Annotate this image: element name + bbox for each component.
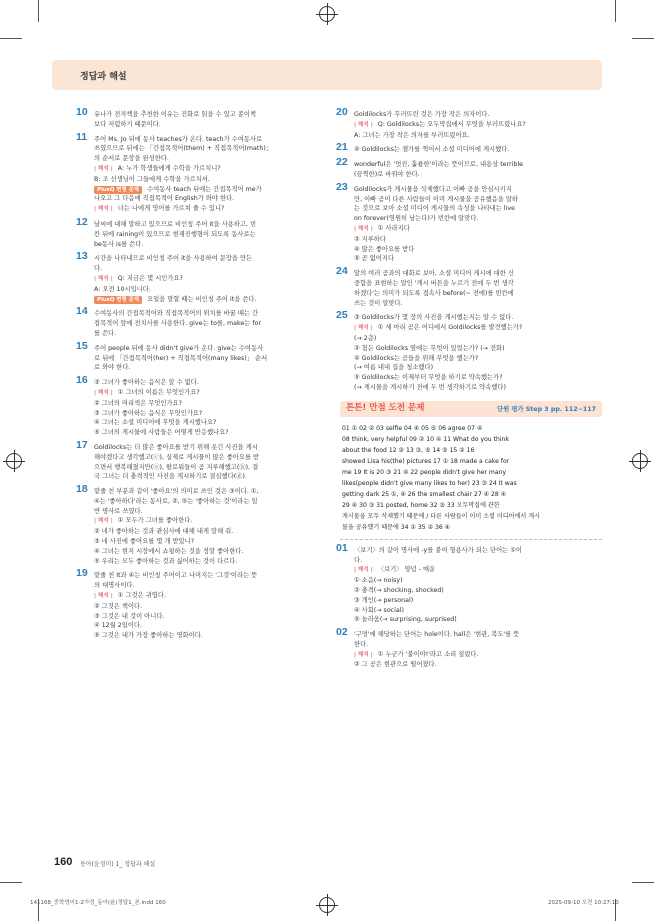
explanation-line: 반 명사로 쓰였다. <box>94 507 143 515</box>
explanation-line: 만, 이빠 곰이 다른 사람들이 이미 게시물을 공유했음을 말하 <box>354 195 519 203</box>
explanation-line: PlusQ 변형 문제 요일을 말할 때는 비인칭 주어 it을 쓴다. <box>94 295 330 305</box>
question-item <box>336 265 602 308</box>
explanation-line: ⑤ 놀라움(→ surprising, surprised) <box>354 616 457 624</box>
right-column <box>336 106 602 675</box>
slug-right: 2025-09-10 오전 10:27:10 <box>548 900 619 906</box>
explanation-line: ② 그 공은 현관으로 떨어졌다. <box>354 661 437 669</box>
explanation-line: 〈보기〉의 같이 명사에 -y를 붙여 형용사가 되는 단어는 ①이 <box>354 546 522 554</box>
translation-tag: | 해석 | <box>94 518 113 525</box>
translation-tag: | 해석 | <box>94 165 113 172</box>
crop-mark <box>0 38 22 39</box>
question-item <box>336 309 602 392</box>
explanation-line: 접목적어 앞에 전치사를 사용한다. give는 to를, make는 for <box>94 320 262 328</box>
explanation-line: ③ 네 사진에 좋아요를 몇 개 받았니? <box>94 538 195 546</box>
translation-tag: | 해석 | <box>354 225 373 232</box>
explanation-line: 주어 Ms. Jo 뒤에 동사 teaches가 온다. teach가 수여동사로 <box>94 135 263 143</box>
answer-line: 29 ④ 30 ③ 31 posted, home 32 ③ 33 오두막집에 관한 <box>342 501 500 509</box>
registration-mark-top <box>319 6 335 22</box>
explanation-line: ④ 많은 좋아요를 받다 <box>354 245 415 253</box>
explanation-line: 다. <box>94 265 103 273</box>
explanation-line: 맡줄 친 It과 ④는 비인칭 주어이고 나머지는 '그것'이라는 뜻 <box>94 572 258 580</box>
explanation-line: 중함을 표현하는 말인 '게시 버튼을 누르기 전에 두 번 생각 <box>354 279 514 287</box>
explanation-line: 의 순서로 문장을 완성한다. <box>94 155 169 163</box>
explanation-line: 로 와야 한다. <box>94 364 131 372</box>
explanation-line: 를 쓴다. <box>94 329 117 337</box>
explanation-line: 해야겠다고 생각했고(ⓒ), 실제로 게시물이 많은 좋아요를 받 <box>94 453 260 461</box>
page-number: 160 <box>54 856 73 868</box>
question-number: 16 <box>76 374 88 387</box>
explanation-line: ⑤ 곧 없어지다 <box>354 255 395 263</box>
section-pages: 단원 평가 Step 3 pp. 112~117 <box>497 405 596 413</box>
question-number: 21 <box>336 141 348 154</box>
explanation-line: | 해석 | 〈보기〉 양념 - 매운 <box>354 566 436 574</box>
question-number: 24 <box>336 265 348 278</box>
page-title: 정답과 해설 <box>80 72 127 82</box>
question-item <box>76 305 330 338</box>
explanation-line: 국 그녀는 더 충격적인 사진을 게시하기로 결심했다(ⓓ). <box>94 473 247 481</box>
question-item <box>76 483 330 566</box>
explanation-line: ② 그녀의 머리색은 무엇인가요? <box>94 399 182 407</box>
crop-mark <box>0 882 22 883</box>
question-number: 19 <box>76 567 88 580</box>
explanation-line: | 해석 | ① 그녀의 이름은 무엇인가요? <box>94 388 200 396</box>
translation-tag: | 해석 | <box>94 593 113 600</box>
explanation-line: Goldilocks가 무러뜨린 것은 가장 작은 의자이다. <box>354 111 490 118</box>
explanation-line: ④ Goldilocks는 곰들을 위해 무엇을 했는가? <box>354 354 479 362</box>
explanation-line: ④ 사회(→ social) <box>354 606 404 614</box>
explanation-line: Goldilocks는 더 많은 좋아요를 받기 위해 옷긴 사진을 게시 <box>94 443 258 451</box>
explanation-line: 로 뒤에 「간접목적어(her) + 직접목적어(many likes)」 순서 <box>94 354 268 362</box>
explanation-line: (끔찍한)로 바꿔야 한다. <box>354 170 420 178</box>
question-number: 10 <box>76 106 88 118</box>
question-item <box>336 180 602 264</box>
question-number: 22 <box>336 156 348 169</box>
translation-tag: | 해석 | <box>94 206 113 213</box>
translation-tag: | 해석 | <box>94 389 113 396</box>
explanation-line: | 해석 | A: 누가 학생들에게 수학을 가르치니? <box>94 164 221 172</box>
answer-line: getting dark 25 ①, ④ 26 the smallest chair 27 ④ 28 ④ <box>342 490 507 498</box>
explanation-line: ② 네가 좋아하는 것과 관심사에 대해 내게 말해 줘. <box>94 528 234 536</box>
question-number: 01 <box>336 541 348 554</box>
explanation-line: (→ 게시물을 게시하기 전에 두 번 생각하기로 약속했다) <box>354 383 506 391</box>
crop-mark <box>632 882 654 883</box>
section-banner <box>340 401 602 417</box>
explanation-line: ④는 '좋아하다'라는 동사로, ②, ⑤는 '좋아하는 것'이라는 일 <box>94 497 258 505</box>
explanation-line: '구멍'에 해당하는 단어는 hole이다. hall은 '현관, 복도'를 뜻 <box>354 631 520 639</box>
explanation-line: 칸 뒤에 raining이 있으므로 현재진행형이 되도록 동사로는 <box>94 230 256 238</box>
section-title: 튼튼! 만점 도전 문제 <box>346 402 425 413</box>
answer-line: about the food 12 ② 13 ③, ⑤ 14 ⑤ 15 ② 16 <box>342 446 475 454</box>
question-number: 14 <box>76 305 88 318</box>
explanation-line: B: 조 선생님이 그들에게 수학을 가르치셔. <box>94 175 210 183</box>
explanation-line: 나오고 그 다음에 직접목적어 English가 와야 한다. <box>94 195 235 203</box>
explanation-line: | 해석 | Q: 지금은 몇 시인가요? <box>94 274 183 282</box>
answer-line: 게시물을 모두 삭제했기 때문에 / 다른 사람들이 이미 소셜 미디어에서 게시 <box>342 512 541 520</box>
explanation-line: A: 오전 10시입니다. <box>94 285 151 293</box>
explanation-line: 쓰는 것이 알맞다. <box>354 299 403 307</box>
explanation-line: A: 그녀는 가장 작은 의자를 부러뜨렸어요. <box>354 131 470 139</box>
registration-mark-right <box>632 453 648 469</box>
explanation-line: 으면서 행복해졌지만(ⓐ), 팔로워들이 곰 지루해했고(ⓑ), 결 <box>94 463 259 471</box>
explanation-line: 시간을 나타내므로 비인칭 주어 it을 사용하여 문장을 만든 <box>94 255 253 263</box>
explanation-line: ③ 그녀가 좋아하는 음식은 무엇인가요? <box>94 409 203 417</box>
crop-mark <box>615 0 616 22</box>
explanation-line: ⑤ 우리는 모두 좋아하는 것과 싫어하는 것이 다르다. <box>94 557 238 565</box>
explanation-line: ③ 그것은 내 것이 아니다. <box>94 612 165 620</box>
explanation-line: | 해석 | ① 누군가 '불이야!'라고 소리 질렀다. <box>354 650 479 658</box>
question-item <box>336 141 602 155</box>
explanation-line: ④ 12월 2일이다. <box>94 622 142 630</box>
answer-key <box>340 423 602 533</box>
plusq-badge: PlusQ 변형 문제 <box>94 296 142 304</box>
question-number: 17 <box>76 438 88 451</box>
question-item <box>76 339 330 373</box>
answer-line: me 19 It is 20 ③ 21 ④ 22 people didn't give her many <box>342 468 507 476</box>
explanation-line: ④ 그녀는 현지 시장에서 쇼핑하는 것을 정말 좋아한다. <box>94 547 244 555</box>
translation-tag: | 해석 | <box>354 121 373 128</box>
explanation-line: 주어 people 뒤에 동사 didn't give가 온다. give는 수여동사 <box>94 344 264 352</box>
question-item <box>76 130 330 215</box>
crop-mark <box>38 0 39 22</box>
answer-line: showed Lisa his(the) pictures 17 ① 18 made a cake for <box>342 457 510 465</box>
question-number: 25 <box>336 309 348 322</box>
translation-tag: | 해석 | <box>94 275 113 282</box>
question-item <box>336 156 602 180</box>
translation-tag: | 해석 | <box>354 325 373 332</box>
question-number: 23 <box>336 180 348 193</box>
explanation-line: 앞의 여러 곰과의 대화로 보아, 소셜 미디어 게시에 대한 신 <box>354 270 514 278</box>
explanation-line: ③ Goldilocks가 몇 장의 사진을 게시했는지는 알 수 없다. <box>354 314 514 322</box>
answer-line: 물을 공유했기 때문에 34 ① 35 ② 36 ④ <box>342 523 451 531</box>
explanation-line: (→ 2층) <box>354 334 377 342</box>
explanation-line: 는 것으로 보아 소셜 미디어 게시물의 속성을 나타내는 live <box>354 205 515 213</box>
question-item <box>336 541 602 625</box>
registration-mark-bottom <box>319 897 335 913</box>
crop-mark <box>632 38 654 39</box>
explanation-line: | 해석 | ① 세 마리 곰은 어디에서 Goldilocks를 발견했는가? <box>354 324 523 332</box>
question-item <box>76 215 330 249</box>
explanation-line: ② 그것은 책이다. <box>94 602 143 610</box>
explanation-line: | 해석 | ① 모두가 그녀를 좋아한다. <box>94 517 193 525</box>
explanation-line: 다. <box>354 556 363 564</box>
explanation-line: | 해석 | Q: Goldilocks는 오두막집에서 무엇을 부러뜨렸나요? <box>354 120 526 128</box>
question-item <box>76 106 330 130</box>
explanation-line: 한다. <box>354 640 369 648</box>
slug-left: 141168_중학영어1-2가정_동아(윤)정답1_본.indd 160 <box>30 900 166 906</box>
explanation-line: 날씨에 대해 말하고 있으므로 비인칭 주어 it을 사용하고, 빈 <box>94 220 257 228</box>
registration-mark-left <box>6 453 22 469</box>
explanation-line: ③ 그녀가 좋아하는 음식은 알 수 없다. <box>94 379 199 387</box>
question-number: 11 <box>76 130 88 143</box>
divider <box>340 539 602 540</box>
explanation-line: PlusQ 변형 문제 수여동사 teach 뒤에는 간접목적어 me가 <box>94 185 330 195</box>
explanation-line: wonderful은 '멋진, 훌륭한'이라는 뜻이므로, 내용상 terrible <box>354 161 523 169</box>
question-number: 02 <box>336 626 348 639</box>
question-number: 12 <box>76 215 88 228</box>
explanation-line: ② 첨든 Goldilocks 옆에는 무엇이 있었는가? (→ 전화) <box>354 344 505 352</box>
explanation-line: ④ Goldilocks는 젤가를 찍어서 소셜 미디어에 게시했다. <box>354 146 510 154</box>
footer-text: 동아(윤정미) 1_ 정답과 해설 <box>80 861 156 868</box>
explanation-line: ⑤ Goldilocks는 이제부터 무엇을 하기로 약속했는가? <box>354 374 503 382</box>
question-item <box>76 250 330 304</box>
question-item <box>76 438 330 482</box>
explanation-line: (→ 여름 내내 집을 청소했다) <box>354 364 434 372</box>
explanation-line: ④ 그녀는 소셜 미디어에 무엇을 게시했나요? <box>94 419 217 427</box>
question-number: 13 <box>76 250 88 263</box>
explanation-line: 쓰였으므로 뒤에는 「간접목적어(them) + 직접목적어(math)」 <box>94 145 273 153</box>
explanation-line: 의 대명사이다. <box>94 582 135 590</box>
explanation-line: | 해석 | ① 사라지다 <box>354 224 410 232</box>
explanation-line: ⑤ 그것은 내가 가장 좋아하는 영화이다. <box>94 632 203 640</box>
explanation-line: ② 지루하다 <box>354 235 386 243</box>
question-item <box>336 626 602 670</box>
explanation-line: be동사 is를 쓴다. <box>94 240 144 248</box>
question-number: 18 <box>76 483 88 496</box>
explanation-line: | 해석 | 너는 나에게 영어를 가르쳐 줄 수 있니? <box>94 205 225 213</box>
plusq-badge: PlusQ 변형 문제 <box>94 186 142 194</box>
header-band <box>52 60 602 90</box>
explanation-line: 보다 저렴하기 때문이다. <box>94 120 161 128</box>
explanation-line: 유나가 전자책을 추천한 이유는 진화로 읽을 수 있고 종이책 <box>94 111 256 118</box>
question-number: 20 <box>336 106 348 118</box>
explanation-line: ② 충격(→ shocking, shocked) <box>354 586 444 594</box>
translation-tag: | 해석 | <box>354 651 373 658</box>
explanation-line: 하겠다'는 의미가 되도록 접속사 before(~ 전에)를 빈칸에 <box>354 289 514 297</box>
explanation-line: Goldilocks가 게시물을 삭제했다고 이빠 곰을 안심시키지 <box>354 185 512 193</box>
explanation-line: on forever(영원히 남는다)가 빈칸에 알맞다. <box>354 215 479 223</box>
answer-line: 08 think, very helpful 09 ② 10 ④ 11 What do you think <box>342 435 509 443</box>
left-column <box>76 106 330 646</box>
explanation-line: 맡줄 친 부분과 같이 '좋아요'의 의미로 쓰인 것은 ③이다. ①, <box>94 488 259 496</box>
question-number: 15 <box>76 339 88 352</box>
answer-line: likes(people didn't give many likes to her) 23 ③ 24 It was <box>342 479 517 487</box>
question-item <box>336 106 602 140</box>
question-item <box>76 374 330 438</box>
explanation-line: ③ 개인(→ personal) <box>354 596 414 604</box>
question-item <box>76 567 330 641</box>
explanation-line: ⑤ 그녀의 게시물에 사람들은 어떻게 반응했나요? <box>94 429 229 437</box>
explanation-line: | 해석 | ① 그것은 귀엽다. <box>94 592 166 600</box>
translation-tag: | 해석 | <box>354 567 373 574</box>
explanation-line: ① 소음(→ noisy) <box>354 577 403 585</box>
answer-line: 01 ① 02 ② 03 selfie 04 ④ 05 ⑤ 06 agree 07 ④ <box>342 424 483 432</box>
explanation-line: 수여동사의 간접목적어와 직접목적어의 위치를 바꿀 때는 간 <box>94 310 259 318</box>
